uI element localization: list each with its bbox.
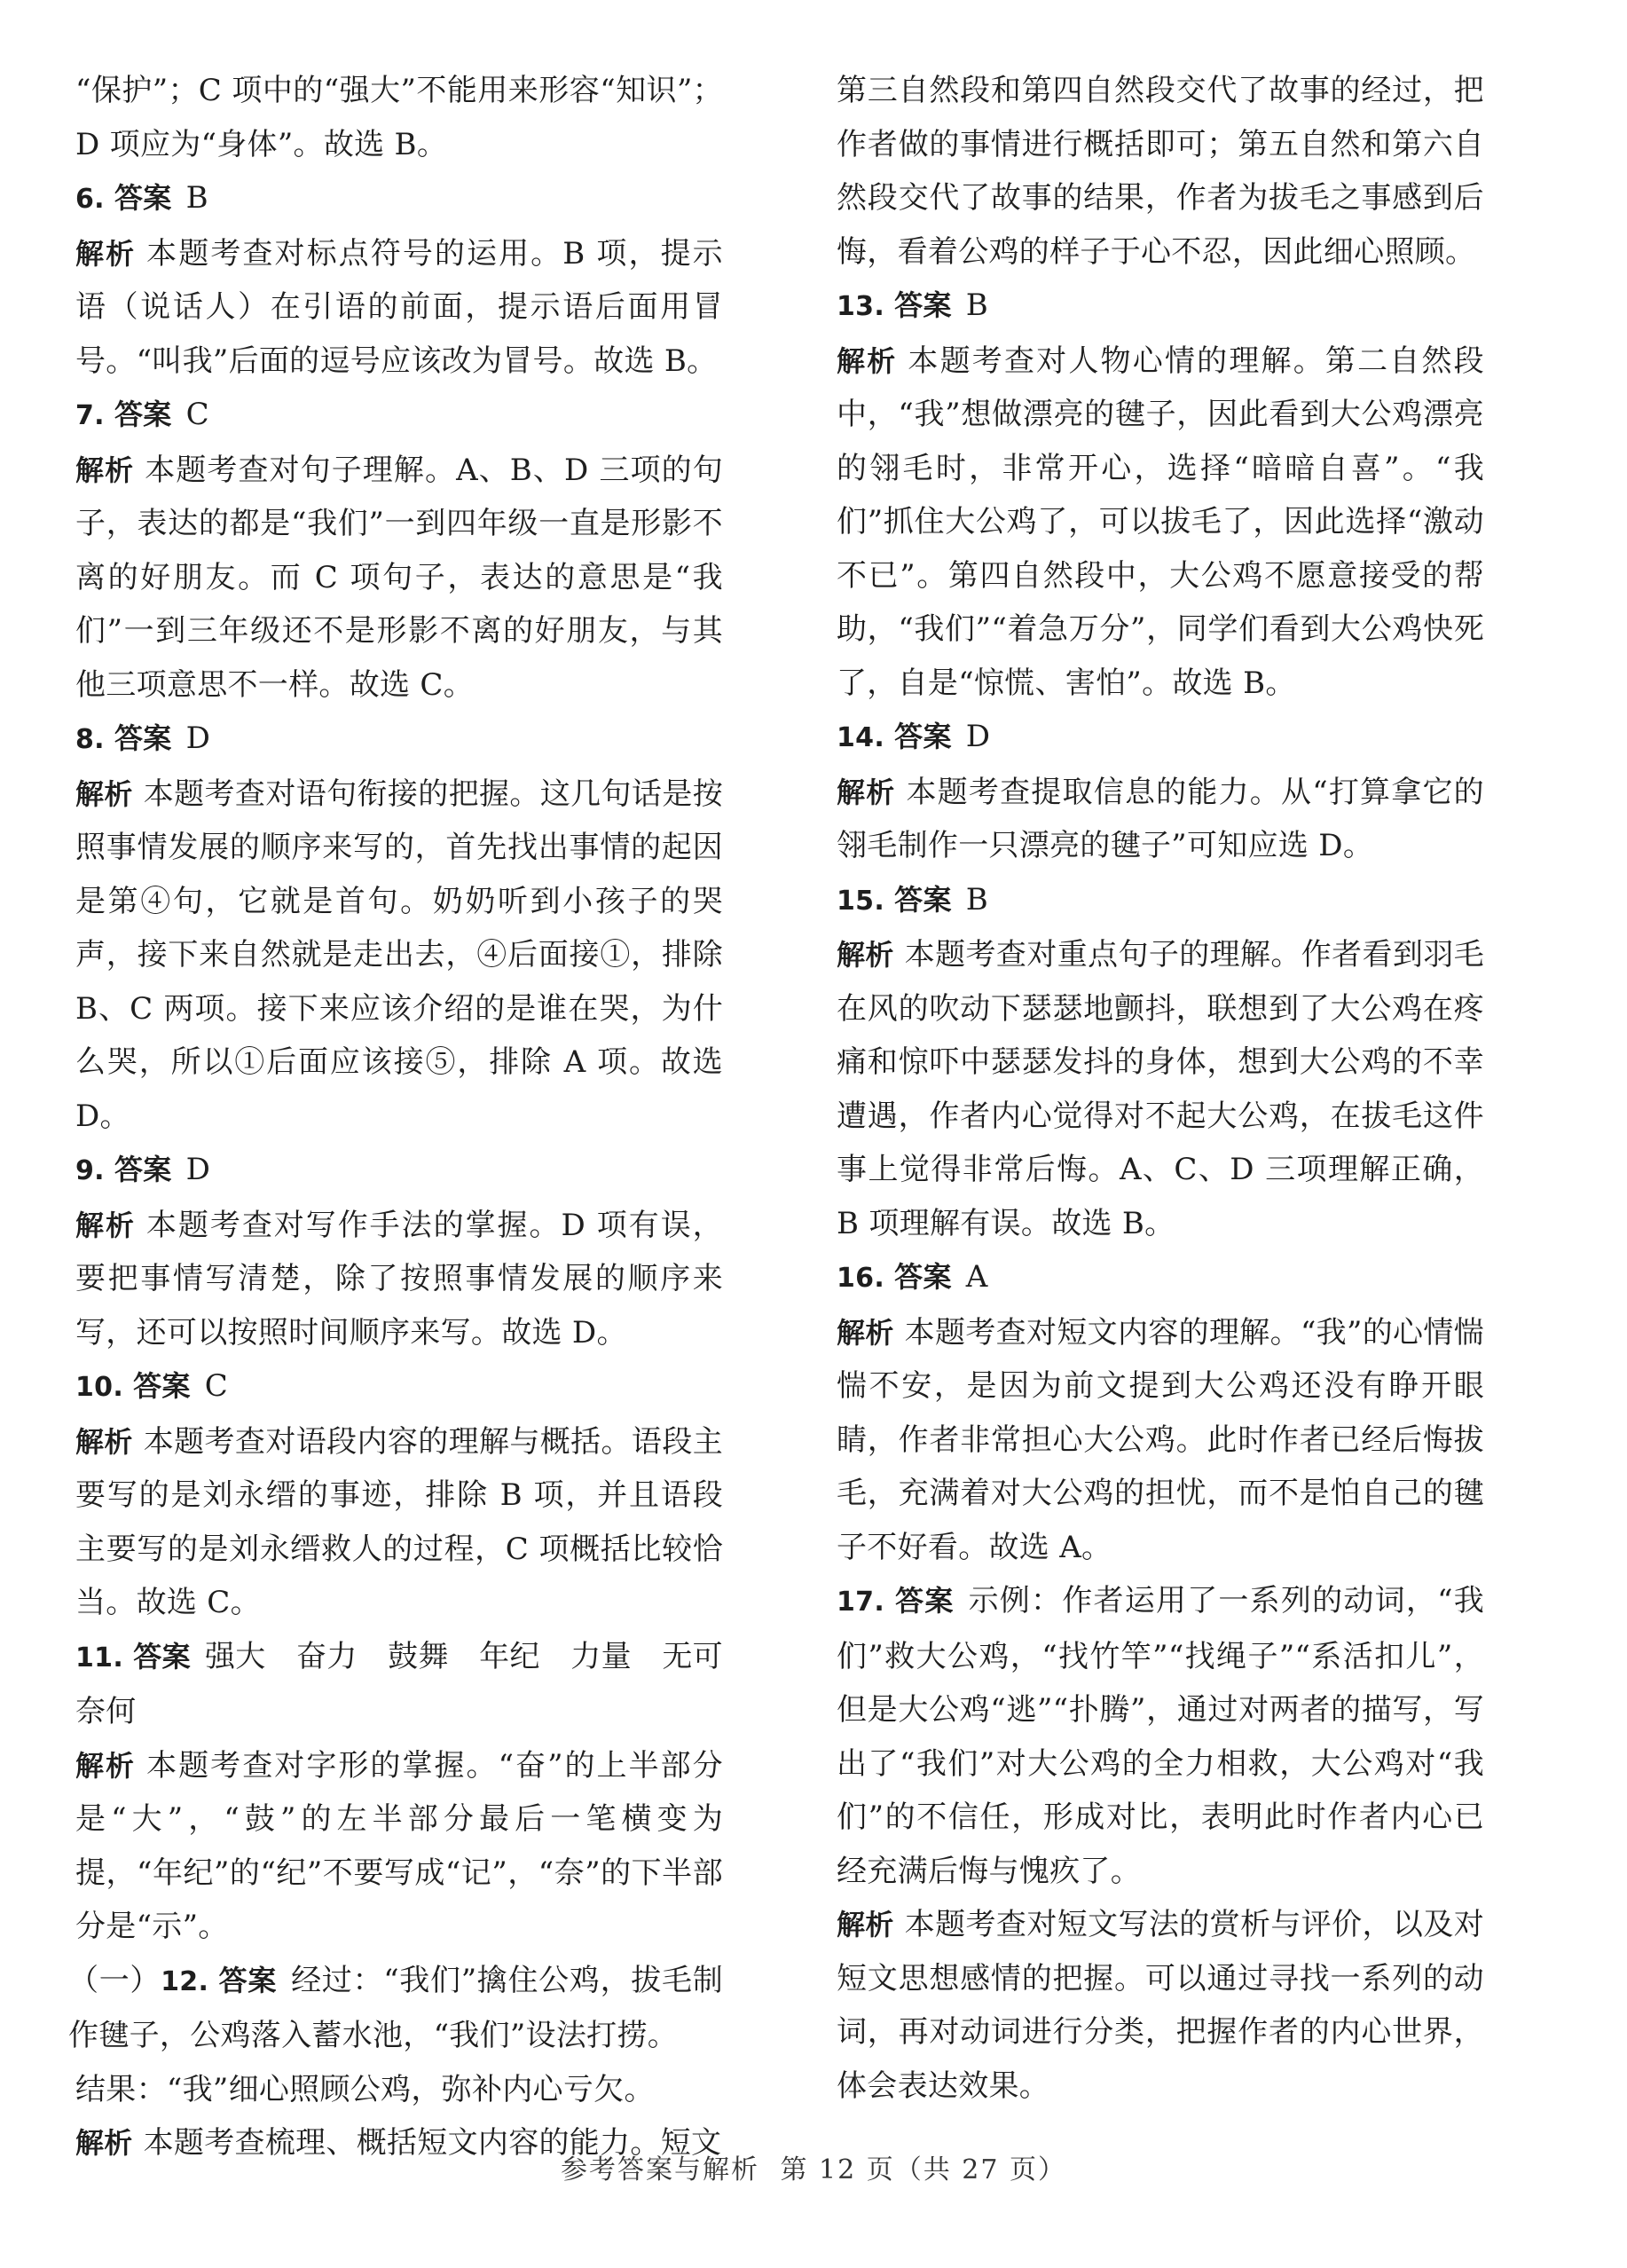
page-number: 第 12 页（共 27 页） (780, 2154, 1067, 2185)
intro-text: “保护”；C 项中的“强大”不能用来形容“知识”；D 项应为“身体”。故选 B。 (75, 73, 723, 162)
answer-extra: 结果：“我”细心照顾公鸡，弥补内心亏欠。 (75, 2071, 655, 2107)
answer-value: 示例：作者运用了一系列的动词，“我们”救大公鸡，“找竹竿”“找绳子”“系活扣儿”，但是大公鸡“逃”“扑腾”，通过对两者的描写，写出了“我们”对大公鸡的全力相救，大公鸡对“我们”的不信任，形成对比，表明此时作者内心已经充满后悔与愧疚了。 (837, 1583, 1484, 1889)
answer-label: 答案 (894, 882, 952, 917)
answer-value: B (185, 180, 208, 216)
answer-label: 答案 (114, 1153, 172, 1186)
analysis-text: 本题考查对人物心情的理解。第二自然段中，“我”想做漂亮的毽子，因此看到大公鸡漂亮的翎毛时，非常开心，选择“暗暗自喜”。“我们”抓住大公鸡了，可以拔毛了，因此选择“激动不已”。第四自然段中，大公鸡不愿意接受的帮助，“我们”“着急万分”，同学们看到大公鸡快死了，自是“惊慌、害怕”。故选 B。 (837, 343, 1484, 701)
answer-item-6 (75, 171, 723, 388)
answer-value: 经过：“我们”擒住公鸡，拔毛制作毽子，公鸡落入蓄水池，“我们”设法打捞。 (68, 1962, 723, 2053)
analysis-text: 本题考查对句子理解。A、B、D 三项的句子，表达的都是“我们”一到四年级一直是形影不离的好朋友。而 C 项句子，表达的意思是“我们”一到三年级还不是形影不离的好朋友，与其他三项意思不一样。故选 C。 (75, 452, 723, 703)
answer-item-15 (837, 873, 1484, 1251)
analysis-label: 解析 (837, 1315, 894, 1350)
analysis-label: 解析 (75, 236, 137, 271)
answer-item-10 (75, 1359, 723, 1630)
analysis-label: 解析 (837, 1908, 894, 1941)
item-number: 11. (75, 1642, 124, 1673)
answer-value: B (965, 287, 989, 323)
answer-label: 答案 (114, 721, 172, 755)
item-number: 16. (837, 1263, 885, 1294)
answer-item-12 (68, 1954, 723, 2170)
answer-item-8 (75, 712, 723, 1143)
analysis-text: 本题考查对短文内容的理解。“我”的心情惴惴不安，是因为前文提到大公鸡还没有睁开眼睛，作者非常担心大公鸡。此时作者已经后悔拔毛，充满着对大公鸡的担忧，而不是怕自己的毽子不好看。故选 A。 (837, 1314, 1484, 1565)
right-column (837, 64, 1484, 2113)
answer-item-14 (837, 710, 1484, 873)
answer-label: 答案 (133, 1369, 191, 1403)
answer-value: 强大 奋力 鼓舞 年纪 力量 无可奈何 (75, 1638, 723, 1729)
answer-label: 答案 (895, 1584, 955, 1618)
item-number: 14. (837, 722, 885, 753)
answer-label: 答案 (218, 1963, 278, 1997)
analysis-text: 本题考查对短文写法的赏析与评价，以及对短文思想感情的把握。可以通过寻找一系列的动词，再对动词进行分类，把握作者的内心世界，体会表达效果。 (837, 1907, 1484, 2104)
analysis-text: 本题考查梳理、概括短文内容的能力。短文 (143, 2125, 722, 2161)
analysis-text: 本题考查对标点符号的运用。B 项，提示语（说话人）在引语的前面，提示语后面用冒号。“叫我”后面的逗号应该改为冒号。故选 B。 (75, 235, 723, 379)
answer-value: D (965, 719, 991, 754)
continuation-text: 第三自然段和第四自然段交代了故事的经过，把作者做的事情进行概括即可；第五自然和第六自然段交代了故事的结果，作者为拔毛之事感到后悔，看着公鸡的样子于心不忍，因此细心照顾。 (837, 73, 1484, 270)
item-number: 17. (837, 1587, 885, 1618)
answer-item-9 (75, 1143, 723, 1359)
analysis-label: 解析 (75, 2126, 133, 2160)
analysis-label: 解析 (75, 1748, 137, 1783)
answer-label: 答案 (133, 1639, 191, 1673)
answer-value: D (185, 721, 211, 756)
analysis-label: 解析 (837, 775, 896, 809)
section-prefix: （一） (68, 1962, 161, 1998)
item-number: 8. (75, 724, 105, 755)
item-number: 12. (161, 1965, 209, 1997)
analysis-label: 解析 (75, 453, 135, 487)
answer-value: C (185, 397, 209, 432)
analysis-label: 解析 (75, 1424, 133, 1459)
analysis-label: 解析 (75, 1208, 136, 1242)
item-number: 6. (75, 184, 105, 215)
answer-item-7 (75, 388, 723, 712)
answer-label: 答案 (894, 1260, 952, 1294)
answer-label: 答案 (894, 720, 952, 753)
item-number: 15. (837, 885, 885, 917)
analysis-text: 本题考查对语段内容的理解与概括。语段主要写的是刘永缙的事迹，排除 B 项，并且语段主要写的是刘永缙救人的过程，C 项概括比较恰当。故选 C。 (75, 1423, 723, 1620)
answer-label: 答案 (114, 398, 172, 431)
analysis-text: 本题考查对字形的掌握。“奋”的上半部分是“大”，“鼓”的左半部分最后一笔横变为提，“年纪”的“纪”不要写成“记”，“奈”的下半部分是“示”。 (75, 1747, 723, 1944)
answer-item-13 (837, 279, 1484, 710)
analysis-text: 本题考查对语句衔接的把握。这几句话是按照事情发展的顺序来写的，首先找出事情的起因是第④句，它就是首句。奶奶听到小孩子的哭声，接下来自然就是走出去，④后面接①，排除 B、C 两项。接下来应该介绍的是谁在哭，为什么哭，所以①后面应该接⑤，排除 A 项。故选 D。 (75, 776, 723, 1134)
page-footer (0, 2147, 1627, 2186)
answer-value: C (204, 1368, 229, 1404)
answer-item-11 (75, 1630, 723, 1954)
left-column (68, 64, 723, 2170)
answer-label: 答案 (114, 181, 172, 215)
answer-value: B (965, 881, 989, 917)
analysis-text: 本题考查对写作手法的掌握。D 项有误，要把事情写清楚，除了按照事情发展的顺序来写，还可以按照时间顺序来写。故选 D。 (75, 1207, 723, 1351)
answer-label: 答案 (894, 288, 952, 322)
analysis-label: 解析 (75, 776, 133, 811)
item-number: 9. (75, 1155, 105, 1186)
answer-item-17 (837, 1574, 1484, 2113)
analysis-text: 本题考查提取信息的能力。从“打算拿它的翎毛制作一只漂亮的毽子”可知应选 D。 (837, 774, 1484, 863)
answer-value: A (965, 1259, 988, 1295)
footer-title: 参考答案与解析 (560, 2154, 759, 2185)
answer-item-16 (837, 1250, 1484, 1574)
analysis-label: 解析 (837, 343, 898, 378)
answer-value: D (185, 1152, 211, 1187)
analysis-label: 解析 (837, 938, 894, 972)
item-number: 13. (837, 291, 885, 322)
analysis-text: 本题考查对重点句子的理解。作者看到羽毛在风的吹动下瑟瑟地颤抖，联想到了大公鸡在疼痛和惊吓中瑟瑟发抖的身体，想到大公鸡的不幸遭遇，作者内心觉得对不起大公鸡，在拔毛这件事上觉得非常后悔。A、C、D 三项理解正确，B 项理解有误。故选 B。 (837, 937, 1484, 1241)
item-number: 10. (75, 1372, 124, 1403)
item-number: 7. (75, 400, 105, 431)
